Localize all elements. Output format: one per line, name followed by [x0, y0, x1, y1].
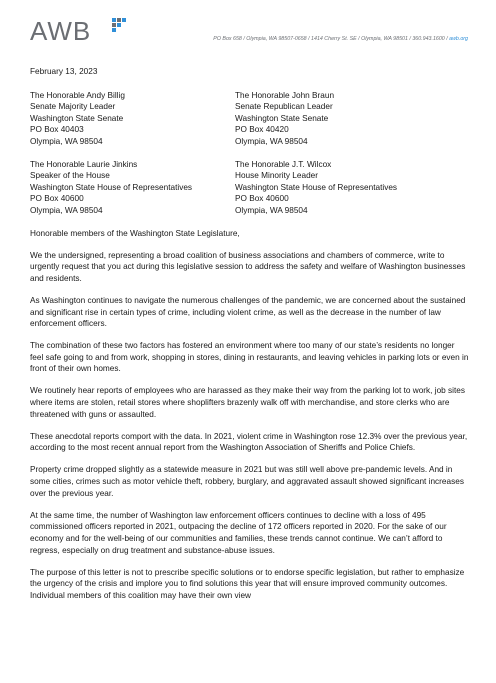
recipient-block [235, 159, 440, 217]
recipient-line: Washington State House of Representatives [235, 182, 398, 192]
recipient-line: PO Box 40403 [30, 125, 84, 135]
recipient-line: Washington State House of Representatives [30, 182, 193, 192]
recipient-line: Olympia, WA 98504 [30, 136, 103, 146]
recipient-row [30, 90, 470, 148]
body-paragraph: We routinely hear reports of employees who are harassed as they make their way from the parking lot to work, job sites where items are stolen, retail stores where shoplifters brazenly walk off with merchandise, and store clerks who are threatened with guns or assaulted. [30, 386, 466, 419]
recipient-line: Washington State Senate [30, 113, 124, 123]
recipient-line: The Honorable J.T. Wilcox [235, 159, 332, 169]
recipient-line: The Honorable Andy Billig [30, 90, 125, 100]
recipient-block [30, 159, 235, 217]
recipient-line: The Honorable John Braun [235, 90, 335, 100]
recipient-line: House Minority Leader [235, 171, 318, 181]
body-paragraph: The combination of these two factors has fostered an environment where too many of our state’s residents no longer feel safe going to and from work, shopping in stores, dining in restaurants, and leaving vehicles in parking lots or even in front of their own homes. [30, 341, 469, 374]
recipient-line: Olympia, WA 98504 [235, 136, 308, 146]
body-paragraph: Property crime dropped slightly as a statewide measure in 2021 but was still well above pre-pandemic levels. And in some cities, crimes such as motor vehicle theft, robbery, burglary, and aggravated assault showed significant increases over the previous year. [30, 465, 464, 498]
recipient-line: Speaker of the House [30, 171, 110, 181]
recipient-block [30, 90, 235, 148]
recipient-block [235, 90, 440, 148]
recipient-line: PO Box 40600 [30, 194, 84, 204]
body-paragraph: As Washington continues to navigate the numerous challenges of the pandemic, we are concerned about the sustained and significant rise in certain types of crime, including violent crime, as well as the decrease in the number of law enforcement officers. [30, 295, 466, 329]
body-paragraph: At the same time, the number of Washington law enforcement officers continues to decline with a loss of 495 commissioned officers reported in 2021, outpacing the decline of 172 officers reported in 2020. For the sake of our economy and for the well-being of our communities and families, these trends cannot continue. We can’t afford to regress, especially on drug treatment and substance-abuse issues. [30, 510, 447, 555]
recipient-line: PO Box 40420 [235, 125, 289, 135]
letter-date: February 13, 2023 [30, 67, 98, 76]
letter-body [30, 66, 470, 612]
body-paragraph: These anecdotal reports comport with the data. In 2021, violent crime in Washington rose 12.3% over the previous year, according to the most recent annual report from the Washington Association of Sheriffs and Police Chiefs. [30, 431, 468, 453]
recipient-line: Senate Majority Leader [30, 102, 116, 112]
logo-text: AWB [30, 16, 92, 46]
recipient-line: Olympia, WA 98504 [235, 205, 308, 215]
recipient-line: PO Box 40600 [235, 194, 289, 204]
awb-logo [30, 14, 91, 48]
website-link[interactable]: awb.org [449, 36, 468, 42]
recipient-line: Senate Republican Leader [235, 102, 333, 112]
recipient-line: Washington State Senate [235, 113, 329, 123]
salutation: Honorable members of the Washington State Legislature, [30, 228, 240, 238]
recipient-line: Olympia, WA 98504 [30, 205, 103, 215]
letterhead-address [213, 36, 468, 42]
recipient-row [30, 159, 470, 217]
address-line: PO Box 658 / Olympia, WA 98507-0658 / 1414 Cherry St. SE / Olympia, WA 98501 / 360.943.1600 / [213, 36, 450, 42]
letterhead [30, 14, 486, 50]
body-paragraph: We the undersigned, representing a broad coalition of business associations and chambers of commerce, write to urgently request that you act during this legislative session to address the safety and welfare of Washington businesses and residents. [30, 250, 466, 283]
logo-mark-icon [112, 18, 130, 36]
recipient-line: The Honorable Laurie Jinkins [30, 159, 138, 169]
body-paragraph: The purpose of this letter is not to prescribe specific solutions or to endorse specific legislation, but rather to emphasize the urgency of the crisis and implore you to find solutions this year that will ensure improved community outcomes. Individual members of this coalition may have their own view [30, 567, 465, 600]
